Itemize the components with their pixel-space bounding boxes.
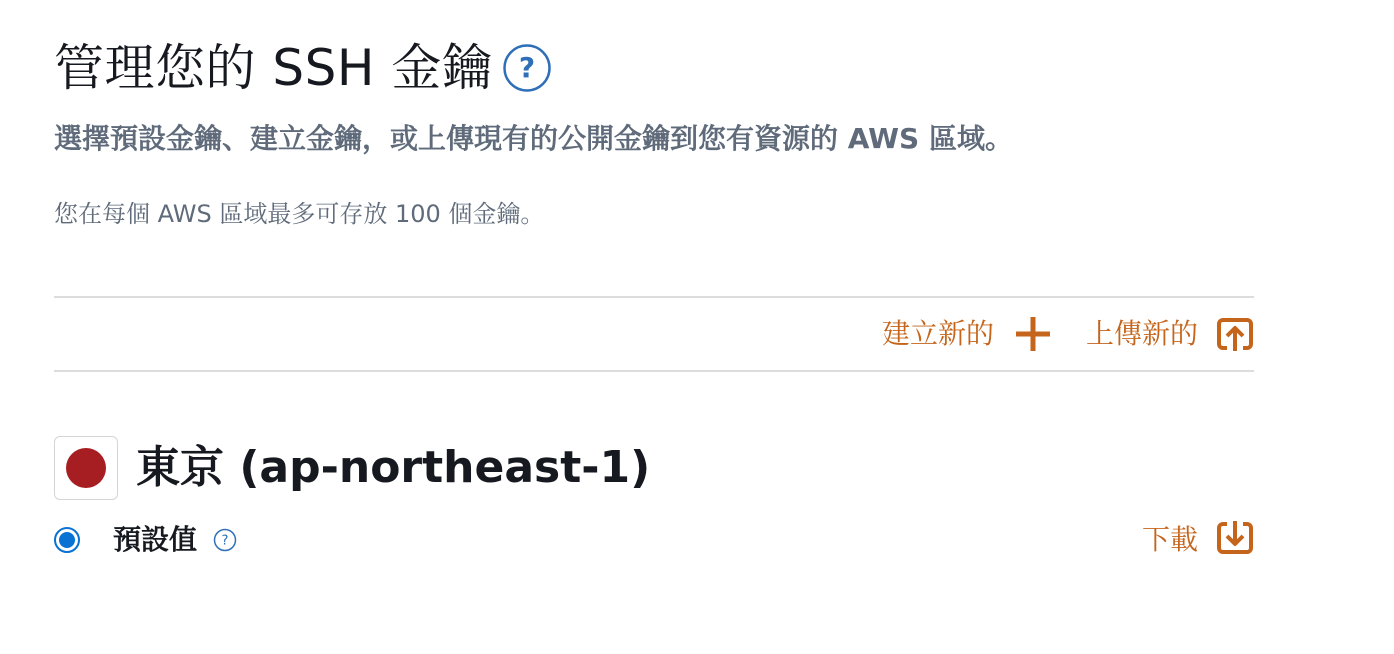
upload-new-label: 上傳新的	[1085, 317, 1198, 350]
svg-text:?: ?	[519, 51, 536, 84]
download-icon	[1216, 519, 1254, 557]
page-subtitle: 選擇預設金鑰、建立金鑰，或上傳現有的公開金鑰到您有資源的 AWS 區域。	[54, 122, 1013, 155]
default-key-radio[interactable]	[54, 527, 80, 553]
create-new-label: 建立新的	[881, 317, 994, 350]
help-circle-icon[interactable]	[502, 43, 552, 93]
radio-selected-dot	[59, 532, 75, 548]
upload-new-key-button[interactable]	[1086, 314, 1254, 354]
download-label: 下載	[1141, 523, 1198, 556]
create-new-key-button[interactable]	[882, 314, 1052, 354]
plus-icon	[1014, 315, 1052, 353]
region-header	[54, 436, 650, 500]
default-key-row	[54, 518, 237, 562]
download-key-button[interactable]	[1142, 514, 1254, 562]
upload-icon	[1216, 315, 1254, 353]
divider-top	[54, 296, 1254, 298]
flag-dot	[66, 448, 106, 488]
page-title: 管理您的 SSH 金鑰	[54, 39, 493, 97]
svg-text:?: ?	[221, 533, 229, 549]
japan-flag-icon	[54, 436, 118, 500]
help-circle-icon[interactable]	[213, 528, 237, 552]
region-name: 東京 (ap-northeast-1)	[136, 442, 651, 493]
divider-bottom	[54, 370, 1254, 372]
title-row	[54, 36, 552, 100]
key-limit-note: 您在每個 AWS 區域最多可存放 100 個金鑰。	[54, 200, 545, 228]
key-actions	[882, 310, 1254, 358]
default-key-label: 預設值	[113, 523, 198, 556]
